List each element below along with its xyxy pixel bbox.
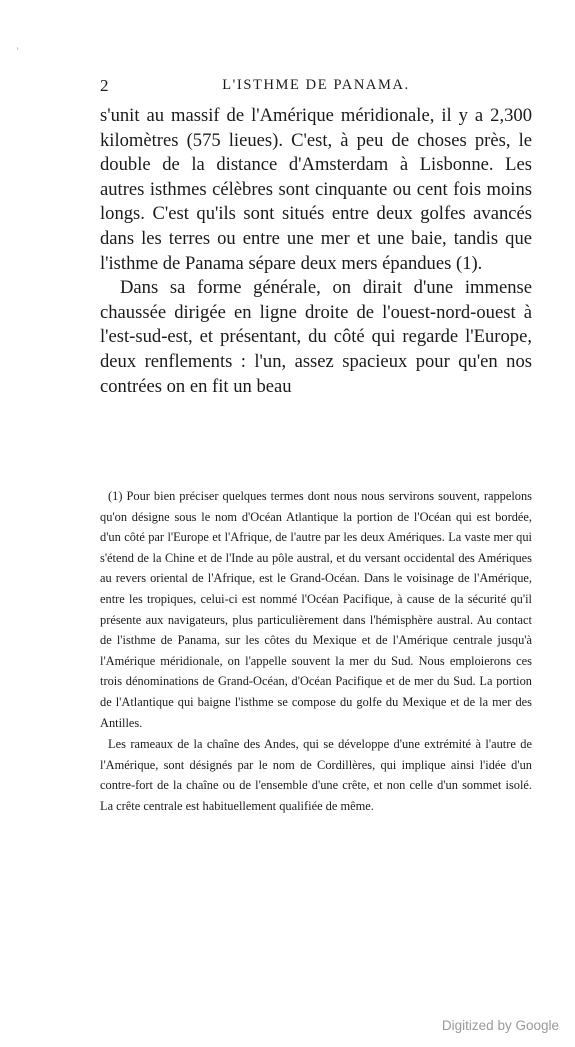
body-paragraph-1: s'unit au massif de l'Amérique méridionale, il y a 2,300 kilomètres (575 lieues). C'est, à peu de choses près, le double de la distance d'Amsterdam à Lisbonne. Les autres isthmes célèbres sont cinquante ou cent fois moins longs. C'est qu'ils sont situés entre deux golfes avancés dans les terres ou entre une mer et une baie, tandis que l'isthme de Panama sépare deux mers épandues (1). xyxy=(100,105,532,274)
footnote-1: (1) Pour bien préciser quelques termes dont nous nous servirons souvent, rappelons qu'on désigne sous le nom d'Océan Atlantique la portion de l'Océan qui est bordée, d'un côté par l'Europe et l'Afrique, de l'autre par les deux Amériques. La vaste mer qui s'étend de la Chine et de l'Inde au pôle austral, et du versant occidental des Amériques au revers oriental de l'Afrique, est le Grand-Océan. Dans le voisinage de l'Amérique, entre les tropiques, celui-ci est nommé l'Océan Pacifique, à cause de la sécurité qu'il présente aux navigateurs, plus particulièrement dans l'hémisphère austral. Au contact de l'isthme de Panama, sur les côtes du Mexique et de l'Amérique centrale jusqu'à l'Amérique méridionale, on l'appelle souvent la mer du Sud. Nous emploierons ces trois dénominations de Grand-Océan, d'Océan Pacifique et de mer du Sud. La portion de l'Atlantique qui baigne l'isthme se compose du golfe du Mexique et de la mer des Antilles. xyxy=(100,489,532,730)
page-number: 2 xyxy=(100,76,109,95)
footnotes xyxy=(100,486,532,817)
main-text xyxy=(100,104,532,399)
footnote-2: Les rameaux de la chaîne des Andes, qui se développe d'une extrémité à l'autre de l'Amérique, sont désignés par le nom de Cordillères, qui implique ainsi l'idée d'un contre-fort de la chaîne ou de l'ensemble d'une crête, et non celle d'un sommet isolé. La crête centrale est habituellement qualifiée de même. xyxy=(100,737,532,813)
body-paragraph-2: Dans sa forme générale, on dirait d'une immense chaussée dirigée en ligne droite de l'ouest-nord-ouest à l'est-sud-est, et présentant, du côté qui regarde l'Europe, deux renflements : l'un, assez spacieux pour qu'en nos contrées on en fit un beau xyxy=(100,277,532,397)
running-title: L'ISTHME DE PANAMA. xyxy=(222,77,410,93)
page-header xyxy=(100,76,532,98)
digitized-watermark: Digitized by Google xyxy=(441,1018,559,1033)
margin-speck: ˒ xyxy=(16,42,20,53)
